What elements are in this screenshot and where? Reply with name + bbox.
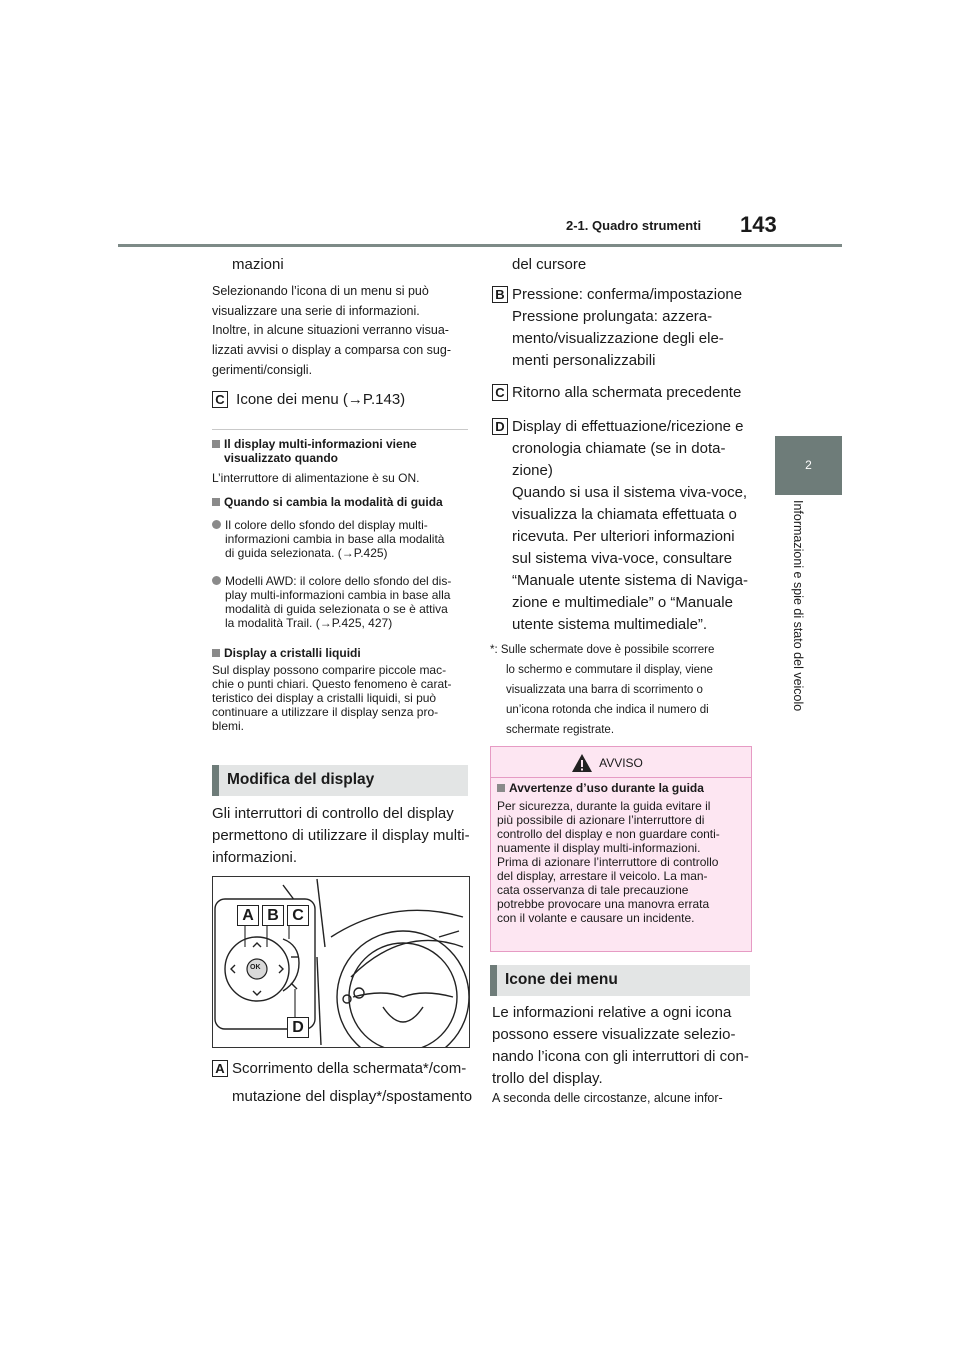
square-bullet-icon bbox=[497, 784, 505, 792]
ok-button-label: OK bbox=[250, 964, 261, 971]
figure-label-a: A bbox=[237, 905, 259, 926]
steering-controls-figure bbox=[212, 876, 470, 1048]
modify-display-intro: Gli interruttori di controllo del display permettono di utilizzare il display multi- informazioni. bbox=[212, 805, 470, 866]
figure-label-b: B bbox=[262, 905, 284, 926]
label-b: B bbox=[492, 286, 508, 303]
footnote: *: Sulle schermate dove è possibile scorrere lo schermo e commutare il display, viene visualizzata una barra di scorrimento o un’icona rotonda che indica il numero di schermate registrate. bbox=[490, 644, 715, 736]
label-a: A bbox=[212, 1060, 228, 1077]
round-bullet-icon bbox=[212, 520, 221, 529]
page-number: 143 bbox=[740, 212, 777, 237]
note-drive-mode-title: Quando si cambia la modalità di guida bbox=[212, 495, 443, 509]
header-rule bbox=[118, 244, 842, 247]
item-c-text[interactable]: Icone dei menu (→P.143) bbox=[236, 391, 406, 408]
label-d: D bbox=[492, 418, 508, 435]
steering-wheel-illustration bbox=[213, 877, 469, 1047]
square-bullet-icon bbox=[212, 498, 220, 506]
item-d: D Display di effettuazione/ricezione e cronologia chiamate (se in dota- zione) Quando si usa il sistema viva-voce, visualizza la chiamata effettuata o ricevuta. Per ulteriori informazioni sul sistema viva-voce, consultare “Manuale utente sistema di Naviga- zione e multimediale” o “Manuale utente sistema multimediale”. bbox=[492, 416, 754, 636]
figure-label-d: D bbox=[287, 1017, 309, 1038]
figure-label-c: C bbox=[287, 905, 309, 926]
paragraph-warnings: Inoltre, in alcune situazioni verranno visua- lizzati avvisi o display a comparsa con sug- gerimenti/consigli. bbox=[212, 323, 451, 377]
note-display-text: L’interruttore di alimentazione è su ON. bbox=[212, 471, 420, 485]
label-c: C bbox=[492, 384, 508, 401]
menu-icons-last-line: A seconda delle circostanze, alcune infor- bbox=[492, 1091, 723, 1105]
note-drive-mode-bullet-1: Il colore dello sfondo del display multi- informazioni cambia in base alla modalità di guida selezionata. (→P.425) bbox=[212, 518, 470, 560]
divider bbox=[212, 429, 468, 430]
warning-divider bbox=[491, 777, 751, 778]
item-a: A Scorrimento della schermata*/com- mutazione del display*/spostamento bbox=[212, 1058, 474, 1108]
menu-icons-intro: Le informazioni relative a ogni icona possono essere visualizzate selezio- nando l’icona con gli interruttori di con- trollo del display. bbox=[492, 1004, 749, 1087]
note-drive-mode-bullet-2: Modelli AWD: il colore dello sfondo del dis- play multi-informazioni cambia in base alla modalità di guida selezionata o se è attiva la modalità Trail. (→P.425, 427) bbox=[212, 574, 470, 630]
warning-box bbox=[490, 746, 752, 952]
note-display-shown: Il display multi-informazioni viene visualizzato quando bbox=[212, 437, 470, 465]
continued-text-right: del cursore bbox=[512, 256, 587, 273]
item-c bbox=[212, 389, 405, 411]
section-header-menu-icons: Icone dei menu bbox=[490, 965, 750, 996]
section-heading: 2-1. Quadro strumenti bbox=[566, 218, 702, 233]
note-lcd-text: Sul display possono comparire piccole mac- chie o punti chiari. Questo fenomeno è carat- teristico dei display a cristalli liquidi, si può continuare a utilizzare il display senza pro- blemi. bbox=[212, 663, 452, 733]
item-c-right: C Ritorno alla schermata precedente bbox=[492, 382, 741, 404]
item-b: B Pressione: conferma/impostazione Pressione prolungata: azzera- mento/visualizzazione degli ele- menti personalizzabili bbox=[492, 284, 754, 372]
warning-subtitle: Avvertenze d’uso durante la guida bbox=[497, 781, 704, 795]
warning-text: Per sicurezza, durante la guida evitare il più possibile di azionare l’interruttore di controllo del display e non guardare conti- nuamente il display multi-informazioni. Prima di azionare l’interruttore di controllo del display, arrestare il veicolo. La man- cata osservanza di tale precauzione potrebbe provocare una manovra errata con il volante e causare un incidente. bbox=[497, 799, 720, 925]
continued-text: mazioni bbox=[232, 256, 284, 273]
chapter-tab[interactable]: 2 bbox=[775, 436, 842, 495]
chapter-side-label: Informazioni e spie di stato del veicolo bbox=[791, 500, 805, 712]
paragraph-icons: Selezionando l’icona di un menu si può visualizzare una serie di informazioni. bbox=[212, 284, 429, 318]
section-header-modify-display: Modifica del display bbox=[212, 765, 468, 796]
square-bullet-icon bbox=[212, 440, 220, 448]
square-bullet-icon bbox=[212, 649, 220, 657]
label-c: C bbox=[212, 391, 228, 408]
note-lcd-title: Display a cristalli liquidi bbox=[212, 646, 361, 660]
round-bullet-icon bbox=[212, 576, 221, 585]
warning-title: AVVISO bbox=[599, 756, 643, 770]
